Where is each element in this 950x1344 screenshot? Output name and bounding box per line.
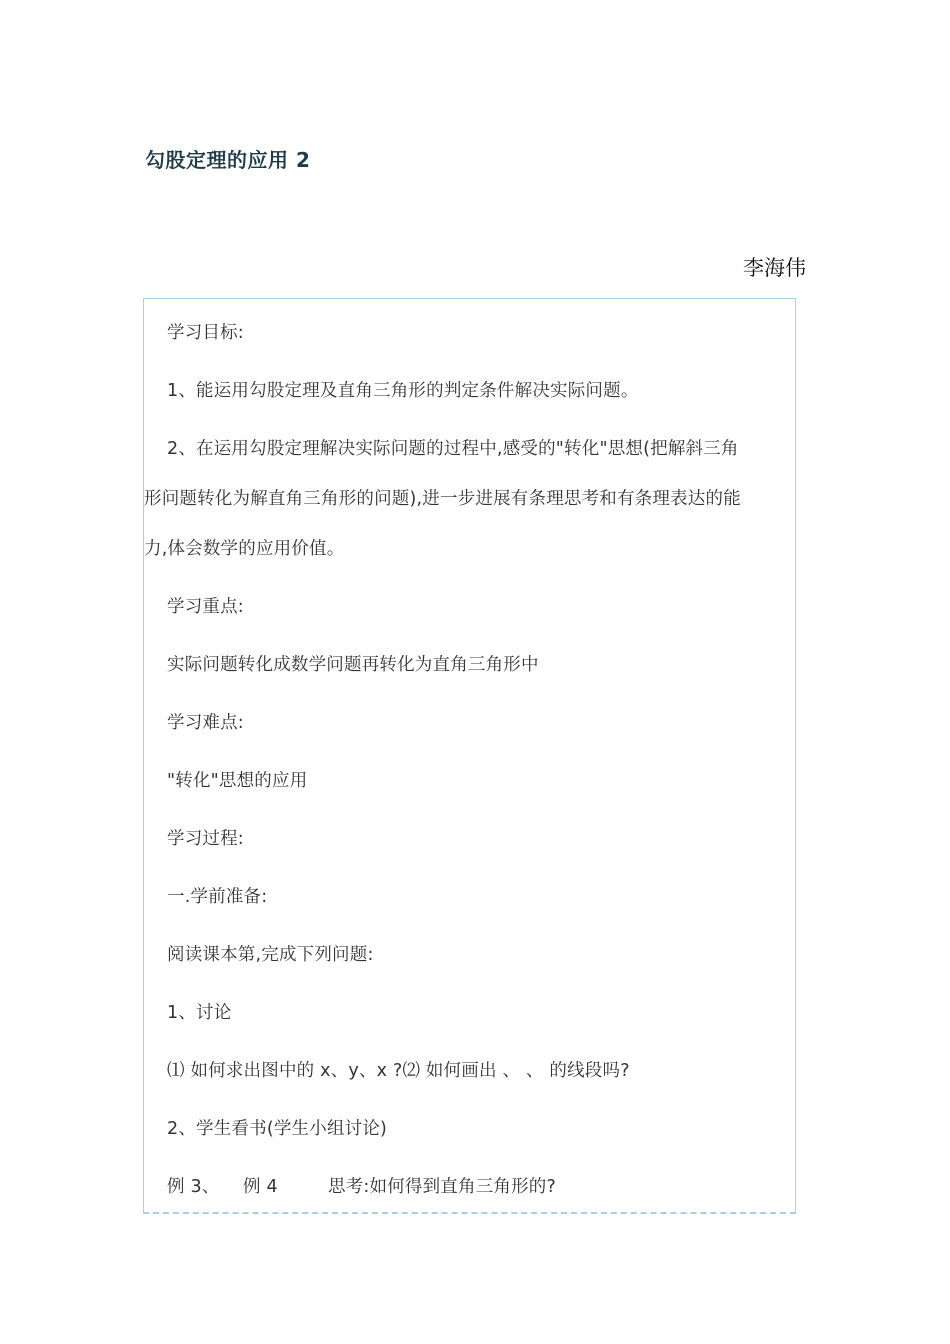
content-box (143, 298, 796, 1214)
discussion-1: 1、讨论 (167, 1003, 232, 1023)
key-points: 实际问题转化成数学问题再转化为直角三角形中 (167, 655, 539, 675)
reading-task: 阅读课本第,完成下列问题: (167, 945, 374, 965)
goals-heading: 学习目标: (167, 323, 244, 343)
difficulties: "转化"思想的应用 (167, 771, 308, 791)
section-1-heading: 一.学前准备: (167, 887, 268, 907)
difficulties-heading: 学习难点: (167, 713, 244, 733)
goal-2-line-1: 2、在运用勾股定理解决实际问题的过程中,感受的"转化"思想(把解斜三角 (167, 439, 739, 459)
example-3: 例 3、 (167, 1177, 220, 1197)
goal-2-line-2: 形问题转化为解直角三角形的问题),进一步进展有条理思考和有条理表达的能 (144, 489, 741, 509)
discussion-2: 2、学生看书(学生小组讨论) (167, 1119, 388, 1139)
key-points-heading: 学习重点: (167, 597, 244, 617)
process-heading: 学习过程: (167, 829, 244, 849)
example-4: 例 4 (243, 1177, 278, 1197)
goal-1: 1、能运用勾股定理及直角三角形的判定条件解决实际问题。 (167, 381, 639, 401)
document-title: 勾股定理的应用 2 (145, 148, 311, 172)
goal-2-line-3: 力,体会数学的应用价值。 (144, 539, 345, 559)
think-question: 思考:如何得到直角三角形的? (328, 1177, 556, 1197)
question-text: ⑴ 如何求出图中的 x、y、x ?⑵ 如何画出 、 、 的线段吗? (167, 1061, 630, 1081)
author-name: 李海伟 (743, 256, 806, 280)
